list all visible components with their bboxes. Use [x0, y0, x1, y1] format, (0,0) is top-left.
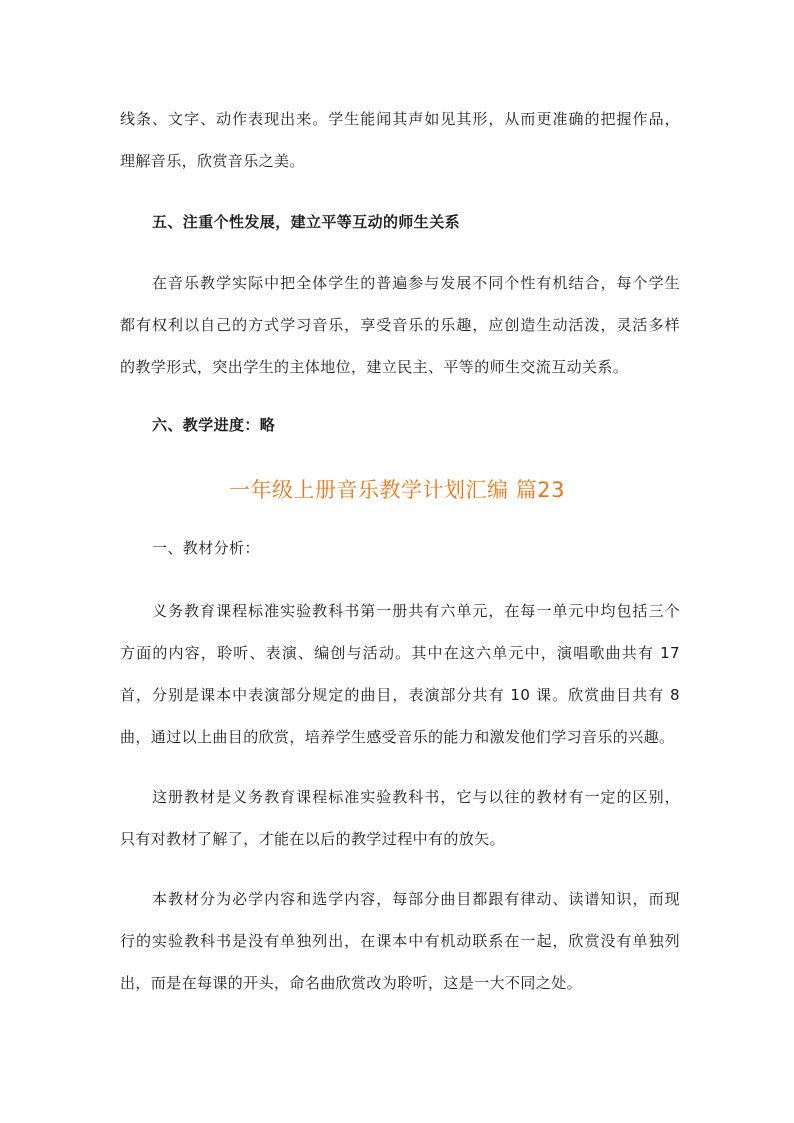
paragraph-line: 线条、文字、动作表现出来。学生能闻其声如见其形，从而更准确的把握作品， — [120, 110, 680, 128]
part1-paragraph-2 — [120, 776, 680, 860]
paragraph-line: 方面的内容，聆听、表演、编创与活动。其中在这六单元中，演唱歌曲共有 17 — [120, 644, 680, 662]
article-title: 一年级上册音乐教学计划汇编 篇23 — [229, 478, 565, 502]
section-heading-6: 六、教学进度：略 — [152, 416, 276, 434]
paragraph-line: 本教材分为必学内容和选学内容，每部分曲目都跟有律动、读谱知识，而现 — [152, 890, 680, 908]
part1-paragraph-3 — [120, 878, 680, 1004]
section-heading-5: 五、注重个性发展，建立平等互动的师生关系 — [152, 213, 461, 231]
paragraph-line: 都有权利以自己的方式学习音乐，享受音乐的乐趣，应创造生动活泼，灵活多样 — [120, 316, 680, 334]
paragraph-line: 行的实验教科书是没有单独列出，在课本中有机动联系在一起，欣赏没有单独列 — [120, 932, 680, 950]
part1-heading: 一、教材分析： — [152, 539, 260, 557]
paragraph-line: 首，分别是课本中表演部分规定的曲目，表演部分共有 10 课。欣赏曲目共有 8 — [120, 686, 680, 704]
paragraph-line: 理解音乐，欣赏音乐之美。 — [120, 152, 305, 170]
part1-paragraph-1 — [120, 590, 680, 758]
paragraph-line: 出，而是在每课的开头，命名曲欣赏改为聆听，这是一大不同之处。 — [120, 974, 583, 992]
paragraph-line: 义务教育课程标准实验教科书第一册共有六单元，在每一单元中均包括三个 — [152, 602, 680, 620]
intro-paragraph — [120, 98, 680, 182]
paragraph-line: 只有对教材了解了，才能在以后的教学过程中有的放矢。 — [120, 830, 506, 848]
paragraph-line: 的教学形式，突出学生的主体地位，建立民主、平等的师生交流互动关系。 — [120, 358, 629, 376]
section5-paragraph — [120, 262, 680, 388]
paragraph-line: 这册教材是义务教育课程标准实验教科书，它与以往的教材有一定的区别， — [152, 788, 680, 806]
paragraph-line: 在音乐教学实际中把全体学生的普遍参与发展不同个性有机结合，每个学生 — [152, 274, 680, 292]
paragraph-line: 曲，通过以上曲目的欣赏，培养学生感受音乐的能力和激发他们学习音乐的兴趣。 — [120, 728, 675, 746]
